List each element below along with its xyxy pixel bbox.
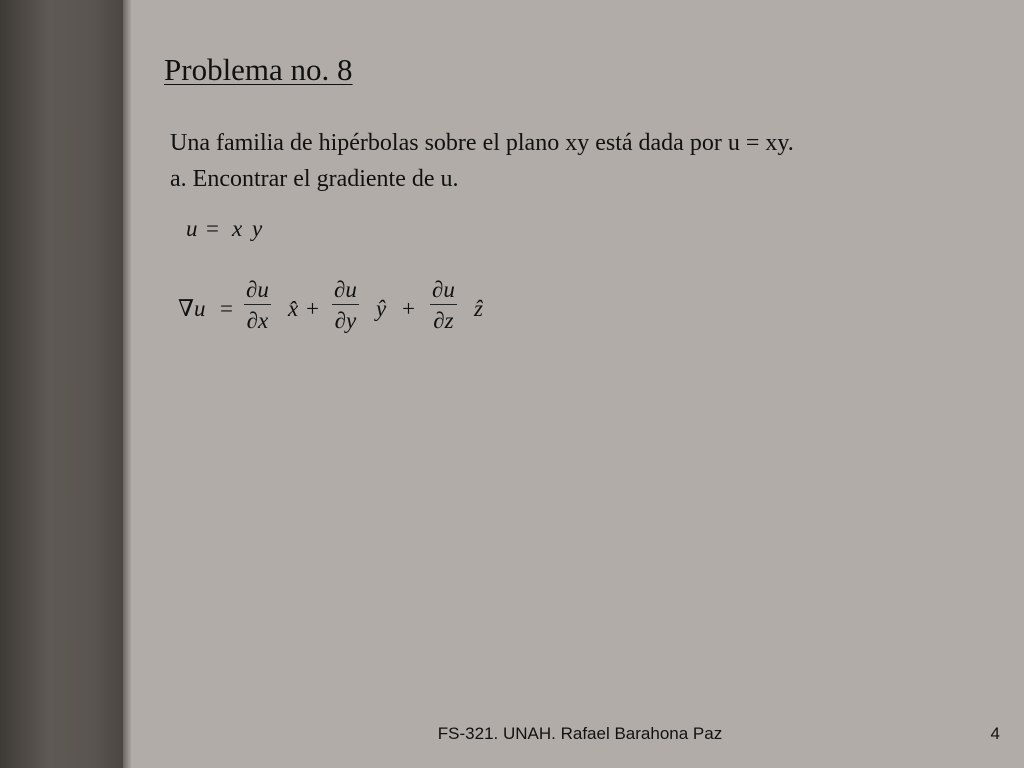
unit-vector-z: ẑ: [474, 296, 483, 321]
fraction-numerator: ∂u: [334, 277, 357, 302]
footer-text: FS-321. UNAH. Rafael Barahona Paz: [437, 724, 723, 743]
partial-fraction-x: [242, 276, 273, 337]
partial-fraction-z: [428, 276, 459, 337]
page-number: 4: [990, 724, 1000, 743]
problem-statement: Una familia de hipérbolas sobre el plano xy está dada por u = xy.: [170, 130, 794, 156]
eq1-equals: =: [206, 216, 219, 241]
eq1-lhs: u: [186, 216, 198, 241]
fraction-numerator: ∂u: [432, 277, 455, 302]
part-a-text: a. Encontrar el gradiente de u.: [170, 166, 459, 192]
fraction-denominator: ∂z: [433, 308, 454, 333]
eq2-equals: =: [220, 296, 233, 321]
eq2-lhs: ∇u: [178, 296, 206, 321]
fraction-numerator: ∂u: [246, 277, 269, 302]
unit-vector-y: ŷ: [376, 296, 387, 321]
partial-fraction-y: [330, 276, 361, 337]
sidebar-edge-decoration: [123, 0, 131, 768]
fraction-denominator: ∂y: [334, 308, 357, 333]
plus-sign: +: [306, 296, 319, 321]
fraction-denominator: ∂x: [246, 308, 269, 333]
eq1-rhs: x y: [232, 216, 263, 241]
sidebar-decoration: [0, 0, 123, 768]
plus-sign: +: [402, 296, 415, 321]
unit-vector-x: x̂: [288, 296, 299, 321]
slide-title: Problema no. 8: [164, 52, 353, 87]
